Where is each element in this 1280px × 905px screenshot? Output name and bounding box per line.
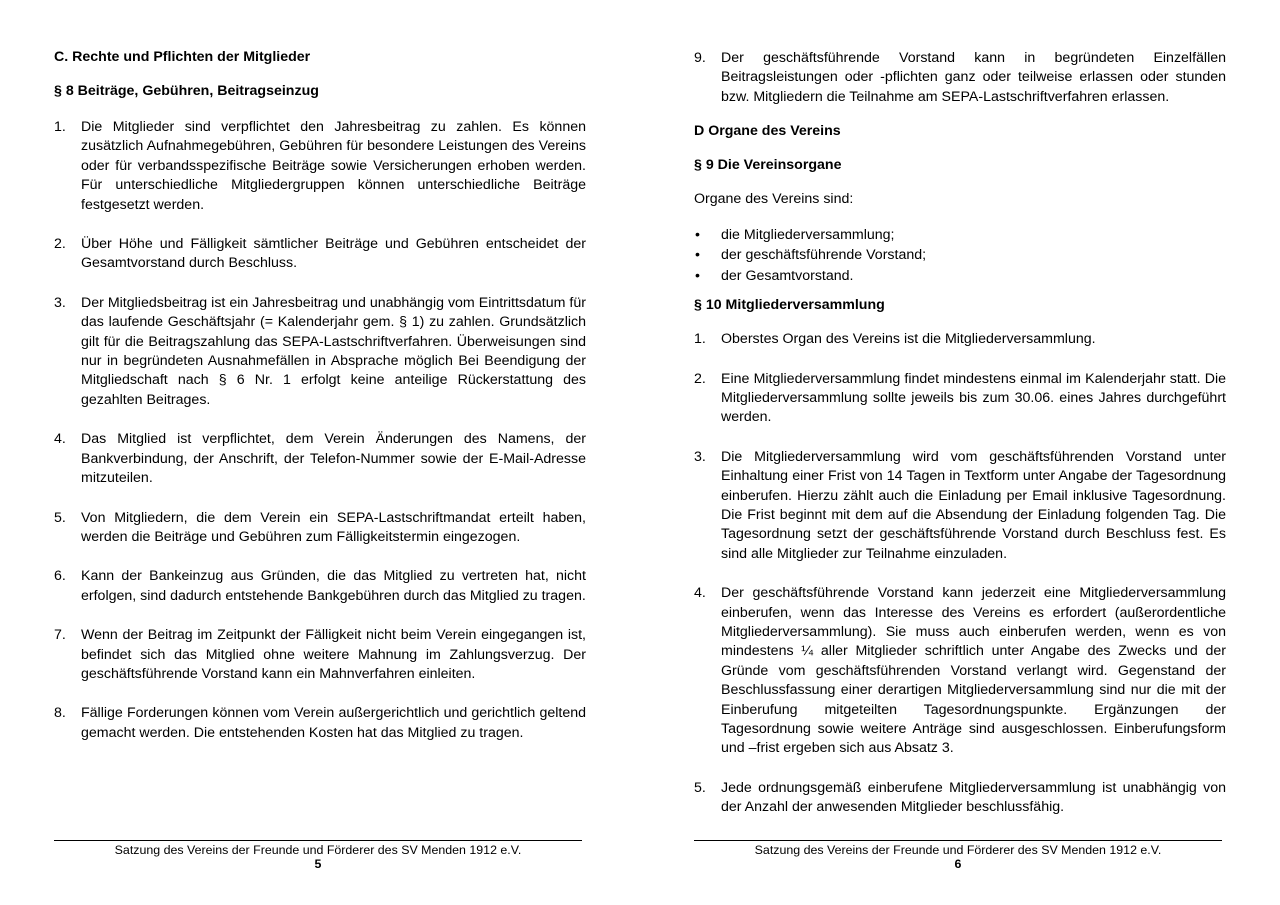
- list-8-fees: [54, 118, 586, 743]
- list-text: Oberstes Organ des Vereins ist die Mitgliederversammlung.: [721, 331, 1096, 348]
- paragraph-heading-9: § 9 Die Vereinsorgane: [694, 157, 842, 174]
- list-number: 5.: [54, 509, 66, 526]
- list-text: Der Mitgliedsbeitrag ist ein Jahresbeitrag und unabhängig vom Eintrittsdatum für das laufende Geschäftsjahr (= Kalenderjahr gem. § 1) zu zahlen. Grundsätzlich gilt für die Beitragszahlung das SEPA-Lastschriftverfahren. Überweisungen sind nur in begründeten Ausnahmefällen in Absprache möglich Bei Beendigung der Mitgliedschaft nach § 6 Nr. 1 erfolgt keine anteilige Rückerstattung des gezahlten Beitrages.: [81, 294, 586, 408]
- list-item: [54, 626, 586, 684]
- section-heading-c: C. Rechte und Pflichten der Mitglieder: [54, 49, 311, 65]
- list-item: [54, 430, 586, 488]
- list-number: 7.: [54, 627, 66, 644]
- list-number: 4.: [54, 431, 66, 448]
- list-item: [694, 448, 1226, 564]
- list-item: [694, 245, 1226, 266]
- list-number: 2.: [694, 370, 706, 387]
- list-item: [54, 704, 586, 743]
- list-item: [694, 370, 1226, 428]
- list-number: 2.: [54, 236, 66, 253]
- list-item: [54, 294, 586, 410]
- page-number: 6: [954, 857, 962, 871]
- list-number: 3.: [54, 294, 66, 311]
- page-left-content: [54, 44, 586, 743]
- list-text: Über Höhe und Fälligkeit sämtlicher Beiträge und Gebühren entscheidet der Gesamtvorstand durch Beschluss.: [81, 236, 586, 272]
- footer-text: Satzung des Vereins der Freunde und Förderer des SV Menden 1912 e.V.: [114, 843, 522, 857]
- list-text: Fällige Forderungen können vom Verein außergerichtlich und gerichtlich geltend gemacht werden. Die entstehenden Kosten hat das Mitglied zu tragen.: [81, 705, 586, 741]
- list-item: [694, 330, 1226, 349]
- list-text: Jede ordnungsgemäß einberufene Mitgliederversammlung ist unabhängig von der Anzahl der anwesenden Mitglieder beschlussfähig.: [721, 779, 1226, 816]
- section-heading-d: D Organe des Vereins: [694, 123, 841, 140]
- footer-divider: [54, 840, 582, 841]
- footer-divider: [694, 840, 1222, 841]
- list-number: 5.: [694, 779, 706, 796]
- list-number: 6.: [54, 568, 66, 585]
- page-left: [54, 0, 586, 905]
- list-10-assembly: [694, 330, 1226, 818]
- bullet-icon: •: [695, 267, 700, 284]
- page-right-content: [694, 49, 1226, 818]
- list-item: [54, 509, 586, 548]
- list-number: 1.: [54, 119, 66, 135]
- list-item: [694, 779, 1226, 818]
- list-item: [694, 225, 1226, 246]
- page-right: [694, 0, 1226, 905]
- list-number: 9.: [694, 50, 706, 66]
- list-number: 1.: [694, 331, 706, 348]
- list-text: Eine Mitgliederversammlung findet mindestens einmal im Kalenderjahr statt. Die Mitgliederversammlung sollte jeweils bis zum 30.06. eines Jahres durchgeführt werden.: [721, 370, 1226, 426]
- page-footer-left: [54, 840, 582, 871]
- list-text: Kann der Bankeinzug aus Gründen, die das Mitglied zu vertreten hat, nicht erfolgen, sind dadurch entstehende Bankgebühren durch das Mitglied zu tragen.: [81, 568, 586, 604]
- list-text: Die Mitgliederversammlung wird vom geschäftsführenden Vorstand unter Einhaltung einer Frist von 14 Tagen in Textform unter Angabe der Tagesordnung einberufen. Hierzu zählt auch die Einladung per Email inklusive Tagesordnung. Die Frist beginnt mit dem auf die Absendung der Einladung folgenden Tag. Die Tagesordnung setzt der geschäftsführende Vorstand durch Beschluss fest. Es sind alle Mitglieder zur Teilnahme einzuladen.: [721, 448, 1226, 562]
- page-number: 5: [314, 857, 322, 871]
- list-8-continued: [694, 49, 1226, 107]
- list-text: die Mitgliederversammlung;: [721, 226, 895, 243]
- paragraph-heading-10: § 10 Mitgliederversammlung: [694, 297, 885, 314]
- list-text: Wenn der Beitrag im Zeitpunkt der Fälligkeit nicht beim Verein eingegangen ist, befindet sich das Mitglied ohne weitere Mahnung im Zahlungsverzug. Der geschäftsführende Vorstand kann ein Mahnverfahren einleiten.: [81, 627, 586, 682]
- list-text: Von Mitgliedern, die dem Verein ein SEPA-Lastschriftmandat erteilt haben, werden die Beiträge und Gebühren zum Fälligkeitstermin eingezogen.: [81, 509, 586, 545]
- list-text: Der geschäftsführende Vorstand kann in begründeten Einzelfällen Beitragsleistungen oder -pflichten ganz oder teilweise erlassen oder stunden bzw. Mitgliedern die Teilnahme am SEPA-Lastschriftverfahren erlassen.: [721, 50, 1226, 105]
- list-item: [54, 567, 586, 606]
- list-item: [54, 118, 586, 215]
- list-number: 3.: [694, 448, 706, 465]
- list-text: der Gesamtvorstand.: [721, 267, 854, 284]
- list-item: [694, 584, 1226, 759]
- list-text: Die Mitglieder sind verpflichtet den Jahresbeitrag zu zahlen. Es können zusätzlich Aufnahmegebühren, Gebühren für besondere Leistungen des Vereins oder für verbandsspezifische Beiträge sowie Versicherungen erhoben werden. Für unterschiedliche Mitgliedergruppen können unterschiedliche Beiträge festgesetzt werden.: [81, 119, 586, 213]
- organs-list: [694, 225, 1226, 287]
- list-item: [694, 266, 1226, 287]
- list-item: [54, 235, 586, 274]
- list-number: 4.: [694, 585, 706, 602]
- bullet-icon: •: [695, 247, 700, 264]
- organs-intro: Organe des Vereins sind:: [694, 191, 854, 208]
- list-item: [694, 49, 1226, 107]
- page-footer-right: [694, 840, 1222, 871]
- list-text: Das Mitglied ist verpflichtet, dem Verein Änderungen des Namens, der Bankverbindung, der Anschrift, der Telefon-Nummer sowie der E-Mail-Adresse mitzuteilen.: [81, 431, 586, 487]
- footer-text: Satzung des Vereins der Freunde und Förderer des SV Menden 1912 e.V.: [754, 843, 1162, 857]
- bullet-icon: •: [695, 226, 700, 243]
- list-number: 8.: [54, 705, 66, 722]
- paragraph-heading-8: § 8 Beiträge, Gebühren, Beitragseinzug: [54, 83, 319, 99]
- list-text: der geschäftsführende Vorstand;: [721, 247, 927, 264]
- list-text: Der geschäftsführende Vorstand kann jederzeit eine Mitgliederversammlung einberufen, wenn das Interesse des Vereins es erfordert (außerordentliche Mitgliederversammlung). Sie muss auch einberufen werden, wenn es von mindestens ¼ aller Mitglieder schriftlich unter Angabe des Zwecks und der Gründe vom geschäftsführenden Vorstand verlangt wird. Gegenstand der Beschlussfassung einer derartigen Mitgliederversammlung sind nur die mit der Einberufung mitgeteilten Tagesordnungspunkte. Ergänzungen der Tagesordnung sowie weitere Anträge sind ausgeschlossen. Einberufungsform und –frist ergeben sich aus Absatz 3.: [721, 585, 1226, 757]
